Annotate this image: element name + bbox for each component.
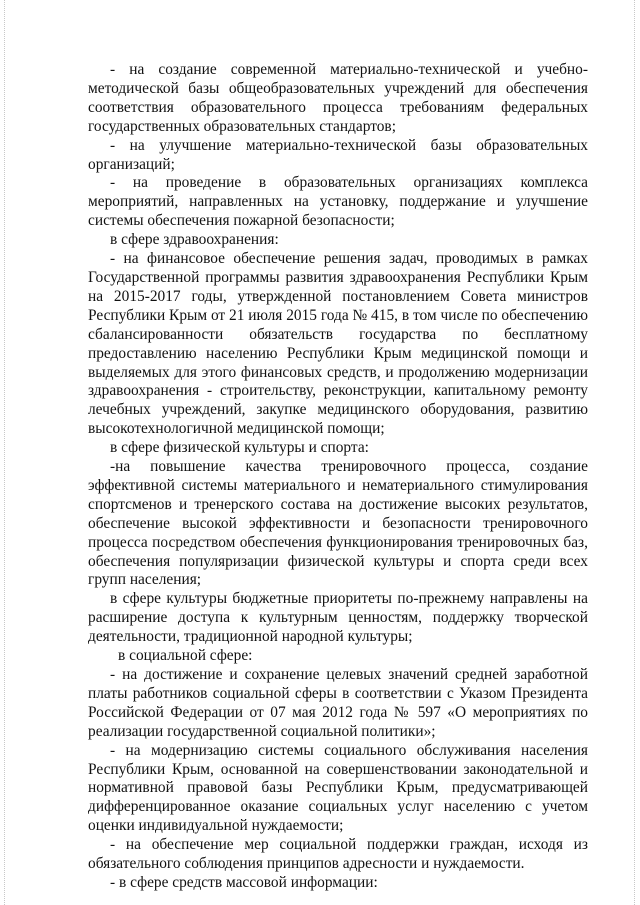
heading-social: в социальной сфере: — [118, 647, 253, 665]
paragraph-social-support: - на обеспечение мер социальной поддержки граждан, исходя из обязательного соблюдения принципов адресности и нуждаемости. — [88, 836, 588, 873]
paragraph-social-modernization: - на модернизацию системы социального обслуживания населения Республики Крым, основанной на совершенствовании законодательной и нормативной правовой базы Республики Крым, предусматривающей дифференцированное оказание социальных услуг населению с учетом оценки индивидуальной нуждаемости; — [88, 741, 588, 835]
paragraph-culture: в сфере культуры бюджетные приоритеты по-прежнему направлены на расширение доступа к культурным ценностям, поддержку творческой деятельности, традиционной народной культуры; — [88, 590, 588, 646]
paragraph-education-base: - на создание современной материально-технической и учебно-методической базы общеобразовательных учреждений для обеспечения соответствия образовательного процесса требованиям федеральных государственных образовательных стандартов; — [88, 61, 588, 135]
scan-edge-right — [634, 0, 636, 905]
paragraph-sport: -на повышение качества тренировочного процесса, создание эффективной системы материального и нематериального стимулирования спортсменов и тренерского состава на достижение высоких результатов, обеспечение высокой эффективности и безопасности тренировочного процесса посредством обеспечения функционирования тренировочных баз, обеспечения популяризации физической культуры и спорта среди всех групп населения; — [88, 458, 588, 589]
paragraph-healthcare: - на финансовое обеспечение решения задач, проводимых в рамках Государственной программы развития здравоохранения Республики Крым на 2015-2017 годы, утвержденной постановлением Совета министров Республики Крым от 21 июля 2015 года № 415, в том числе по обеспечению сбалансированности обязательств государства по бесплатному предоставлению населению Республики Крым медицинской помощи и выделяемых для этого финансовых средств, и продолжению модернизации здравоохранения - строительству, реконструкции, капитальному ремонту лечебных учреждений, закупке медицинского оборудования, развитию высокотехнологичной медицинской помощи; — [88, 250, 589, 438]
heading-healthcare: в сфере здравоохранения: — [110, 231, 279, 249]
heading-mass-media: - в сфере средств массовой информации: — [110, 873, 378, 891]
paragraph-social-salary: - на достижение и сохранение целевых значений средней заработной платы работников социальной сферы в соответствии с Указом Президента Российской Федерации от 07 мая 2012 года № 597 «О мероприятиях по реализации государственной социальной политики»; — [88, 666, 588, 740]
document-body — [88, 61, 588, 893]
paragraph-fire-safety: - на проведение в образовательных организациях комплекса мероприятий, направленных на установку, поддержание и улучшение системы обеспечения пожарной безопасности; — [88, 174, 588, 230]
scan-edge-left — [4, 0, 6, 905]
heading-sport: в сфере физической культуры и спорта: — [110, 439, 369, 457]
paragraph-education-material: - на улучшение материально-технической базы образовательных организаций; — [88, 136, 588, 173]
